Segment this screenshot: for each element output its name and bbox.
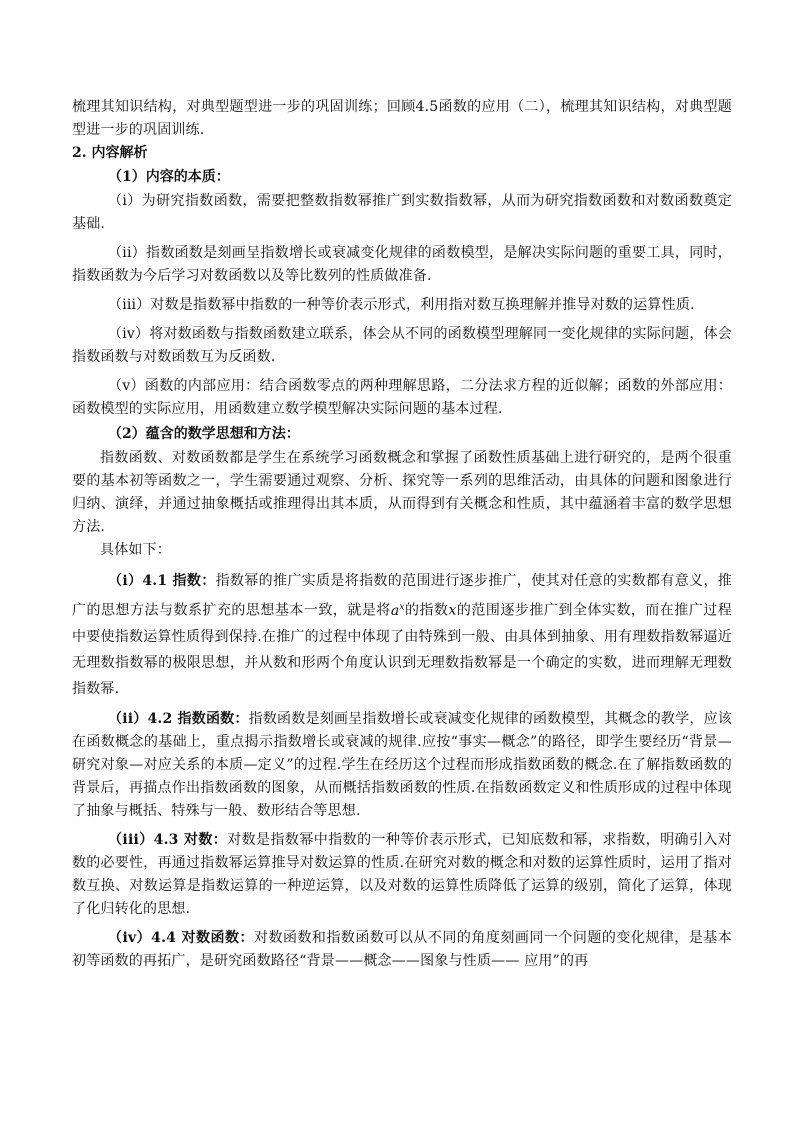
method-item-exponential-function [72, 708, 732, 823]
method-item-exponential-function-text: 指数函数是刻画呈指数增长或衰减变化规律的函数模型，其概念的教学，应该在函数概念的基础上，重点揭示指数增长或衰减的规律.应按“事实—概念”的路径，即学生要经历“背景—研究对象—对应关系的本质—定义”的过程.学生在经历这个过程而形成指数函数的概念.在了解指数函数的背景后，再描点作出指数函数的图象，从而概括指数函数的性质.在指数函数定义和性质形成的过程中体现了抽象与概括、特殊与一般、数形结合等思想. [72, 710, 732, 819]
essence-item-5: （v）函数的内部应用：结合函数零点的两种理解思路，二分法求方程的近似解；函数的外部应用：函数模型的实际应用，用函数建立数学模型解决实际问题的基本过程. [72, 378, 732, 417]
essence-item-2: （ii）指数函数是刻画呈指数增长或衰减变化规律的函数模型，是解决实际问题的重要工具，同时，指数函数为今后学习对数函数以及等比数列的性质做准备. [72, 245, 732, 284]
essence-item-4: （iv）将对数函数与指数函数建立联系，体会从不同的函数模型理解同一变化规律的实际问题，体会指数函数与对数函数互为反函数. [72, 326, 732, 365]
method-item-logarithm-title: （iii）4.3 对数： [108, 831, 228, 848]
method-item-exponent-text-c: 的范围逐步推广到全体实数，而在推广过程中要使指数运算性质得到保持.在推广的过程中体现了由特殊到一般、由具体到抽象、用有理数指数幂逼近无理数指数幂的极限思想，并从数和形两个角度认识到无理数指数幂是一个确定的实数，进而理解无理数指数幂. [72, 602, 732, 697]
method-item-logarithmic-function-title: （iv）4.4 对数函数： [108, 929, 254, 946]
methods-intro-paragraph: 指数函数、对数函数都是学生在系统学习函数概念和掌握了函数性质基础上进行研究的，是两个很重要的基本初等函数之一，学生需要通过观察、分析、探究等一系列的思维活动，由具体的问题和图象进行归纳、演绎，并通过抽象概括或推理得出其本质，从而得到有关概念和性质，其中蕴涵着丰富的数学思想方法. [72, 450, 732, 535]
method-item-logarithmic-function [72, 927, 732, 973]
essence-item-3: （iii）对数是指数幂中指数的一种等价表示形式，利用指对数互换理解并推导对数的运算性质. [108, 297, 695, 313]
subsection-1-heading: （1）内容的本质： [108, 169, 230, 185]
method-item-exponent [72, 568, 732, 702]
method-item-exponent-text-a: 指数幂的推广实质是将指数的范围进行逐步推广，使其对任意的实数都有意义，推广的思想方法与数系扩充的思想基本一致，就是将 [72, 573, 732, 619]
methods-lead: 具体如下： [100, 542, 171, 558]
method-item-exponent-text-b: 的指数 [404, 602, 449, 619]
intro-paragraph: 梳理其知识结构，对典型题型进一步的巩固训练；回顾4.5函数的应用（二），梳理其知识结构，对典型题型进一步的巩固训练. [72, 99, 732, 138]
section-2-heading: 2. 内容解析 [72, 145, 148, 161]
method-item-logarithm [72, 829, 732, 921]
document-page [72, 96, 732, 973]
method-item-logarithm-text: 对数是指数幂中指数的一种等价表示形式，已知底数和幂，求指数，明确引入对数的必要性，再通过指数幂运算推导对数运算的性质.在研究对数的概念和对数的运算性质时，运用了指对数互换、对数运算是指数运算的一种逆运算，以及对数的运算性质降低了运算的级别，简化了运算，体现了化归转化的思想. [72, 831, 733, 917]
math-a-power-x: $a^x$ [390, 602, 405, 619]
method-item-exponential-function-title: （ii）4.2 指数函数： [108, 710, 249, 727]
method-item-exponent-title: （i）4.1 指数： [108, 573, 216, 589]
essence-item-1: （i）为研究指数函数，需要把整数指数幂推广到实数指数幂，从而为研究指数函数和对数函数奠定基础. [72, 193, 732, 232]
method-item-logarithmic-function-text: 对数函数和指数函数可以从不同的角度刻画同一个问题的变化规律，是基本初等函数的再拓广，是研究函数路径“背景——概念——图象与性质—— 应用”的再 [72, 929, 732, 969]
math-x: x [448, 602, 457, 619]
subsection-2-heading: （2）蕴含的数学思想和方法： [108, 426, 300, 442]
